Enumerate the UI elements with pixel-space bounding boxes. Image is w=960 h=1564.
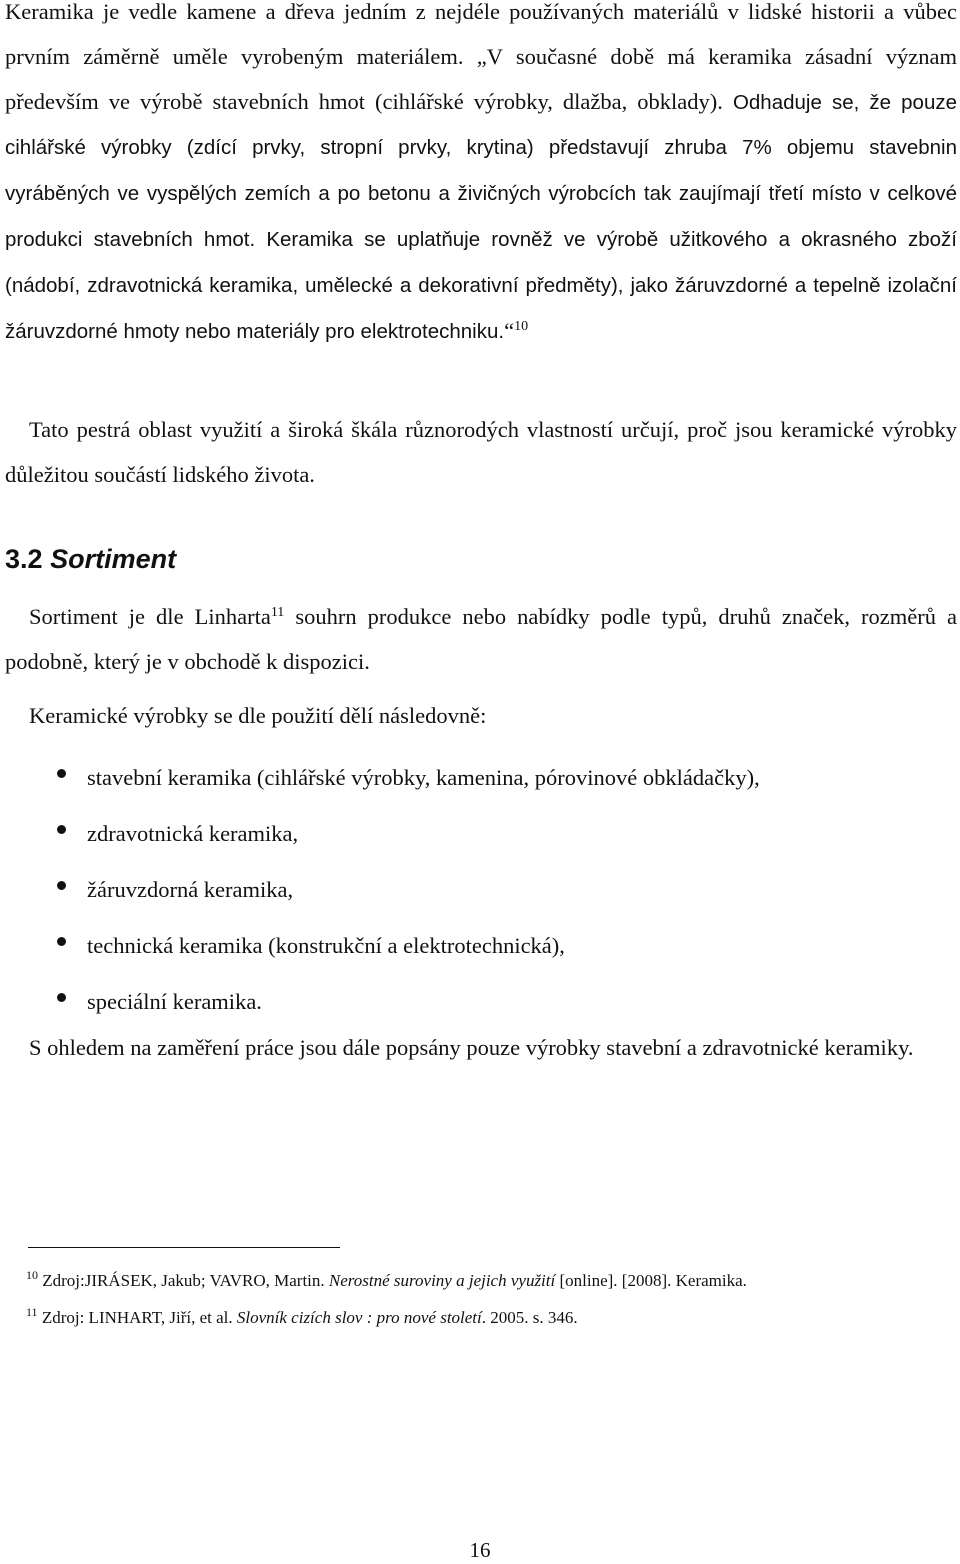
list-item bbox=[5, 806, 760, 862]
list-item bbox=[5, 750, 760, 806]
bullet-icon bbox=[57, 769, 66, 778]
list-item bbox=[5, 918, 760, 974]
footnote-text-end: [online]. [2008]. Keramika. bbox=[555, 1271, 747, 1290]
section-title: Sortiment bbox=[50, 544, 177, 574]
paragraph-usage: Tato pestrá oblast využití a široká škála různorodých vlastností určují, proč jsou keramické výrobky důležitou součástí lidského života. bbox=[5, 417, 957, 487]
bullet-icon bbox=[57, 993, 66, 1002]
list-item-text: žáruvzdorná keramika, bbox=[87, 877, 294, 902]
page-number: 16 bbox=[469, 1538, 491, 1562]
list-item-text: stavební keramika (cihlářské výrobky, kamenina, pórovinové obkládačky), bbox=[87, 765, 760, 790]
intro-quote-end: “ bbox=[504, 317, 515, 343]
list-item bbox=[5, 974, 760, 1030]
list-item-text: zdravotnická keramika, bbox=[87, 821, 299, 846]
footnote-title: Slovník cizích slov : pro nové století bbox=[236, 1308, 482, 1327]
sortiment-text-before: Sortiment je dle Linharta bbox=[29, 604, 271, 629]
footnote-text: Zdroj:JIRÁSEK, Jakub; VAVRO, Martin. bbox=[42, 1271, 329, 1290]
sortiment-text-after: souhrn produkce nebo nabídky podle typů, druhů značek, rozměrů a podobně, který je v obchodě k dispozici. bbox=[5, 604, 957, 674]
list-item-text: speciální keramika. bbox=[87, 989, 262, 1014]
footnote-text: Zdroj: LINHART, Jiří, et al. bbox=[41, 1308, 237, 1327]
bullet-icon bbox=[57, 825, 66, 834]
section-heading bbox=[5, 541, 176, 577]
paragraph-classification: Keramické výrobky se dle použití dělí následovně: bbox=[29, 703, 487, 728]
footnotes bbox=[26, 1262, 956, 1336]
list-item bbox=[5, 862, 760, 918]
bullet-icon bbox=[57, 937, 66, 946]
footnote-10 bbox=[26, 1262, 956, 1299]
intro-sentence-1: Keramika je vedle kamene a dřeva jedním z nejdéle používaných materiálů v lidské historii a vůbec prvním záměrně uměle vyrobeným materiálem. „V současné době má keramika zásadní význam především ve výrobě stavebních hmot (cihlářské výrobky, dlažba, obklady). bbox=[5, 0, 957, 114]
footnote-divider bbox=[28, 1247, 340, 1248]
footnote-number: 11 bbox=[26, 1305, 38, 1319]
section-number: 3.2 bbox=[5, 544, 43, 574]
bullet-icon bbox=[57, 881, 66, 890]
list-item-text: technická keramika (konstrukční a elektrotechnická), bbox=[87, 933, 565, 958]
footnote-text-end: . 2005. s. 346. bbox=[481, 1308, 578, 1327]
intro-sentence-2: Odhaduje se, že pouze cihlářské výrobky (zdící prvky, stropní prvky, krytina) představují zhruba 7% objemu stavebnin vyráběných ve vyspělých zemích a po betonu a živičných výrobcích tak zaujímají třetí místo v celkové produkci stavebních hmot. Keramika se uplatňuje rovněž ve výrobě užitkového a okrasného zboží (nádobí, zdravotnická keramika, umělecké a dekorativní předměty), jako žáruvzdorné a tepelně izolační žáruvzdorné hmoty nebo materiály pro elektrotechniku. bbox=[5, 90, 957, 343]
footnote-ref-11[interactable]: 11 bbox=[270, 605, 285, 620]
paragraph-sortiment bbox=[5, 595, 957, 685]
bullet-list bbox=[5, 750, 760, 1030]
paragraph-focus: S ohledem na zaměření práce jsou dále popsány pouze výrobky stavební a zdravotnické keramiky. bbox=[29, 1035, 914, 1060]
footnote-title: Nerostné suroviny a jejich využití bbox=[328, 1271, 556, 1290]
footnote-11 bbox=[26, 1299, 956, 1336]
footnote-ref-10[interactable]: 10 bbox=[514, 318, 529, 334]
footnote-number: 10 bbox=[26, 1268, 38, 1282]
intro-paragraph bbox=[5, 0, 957, 354]
